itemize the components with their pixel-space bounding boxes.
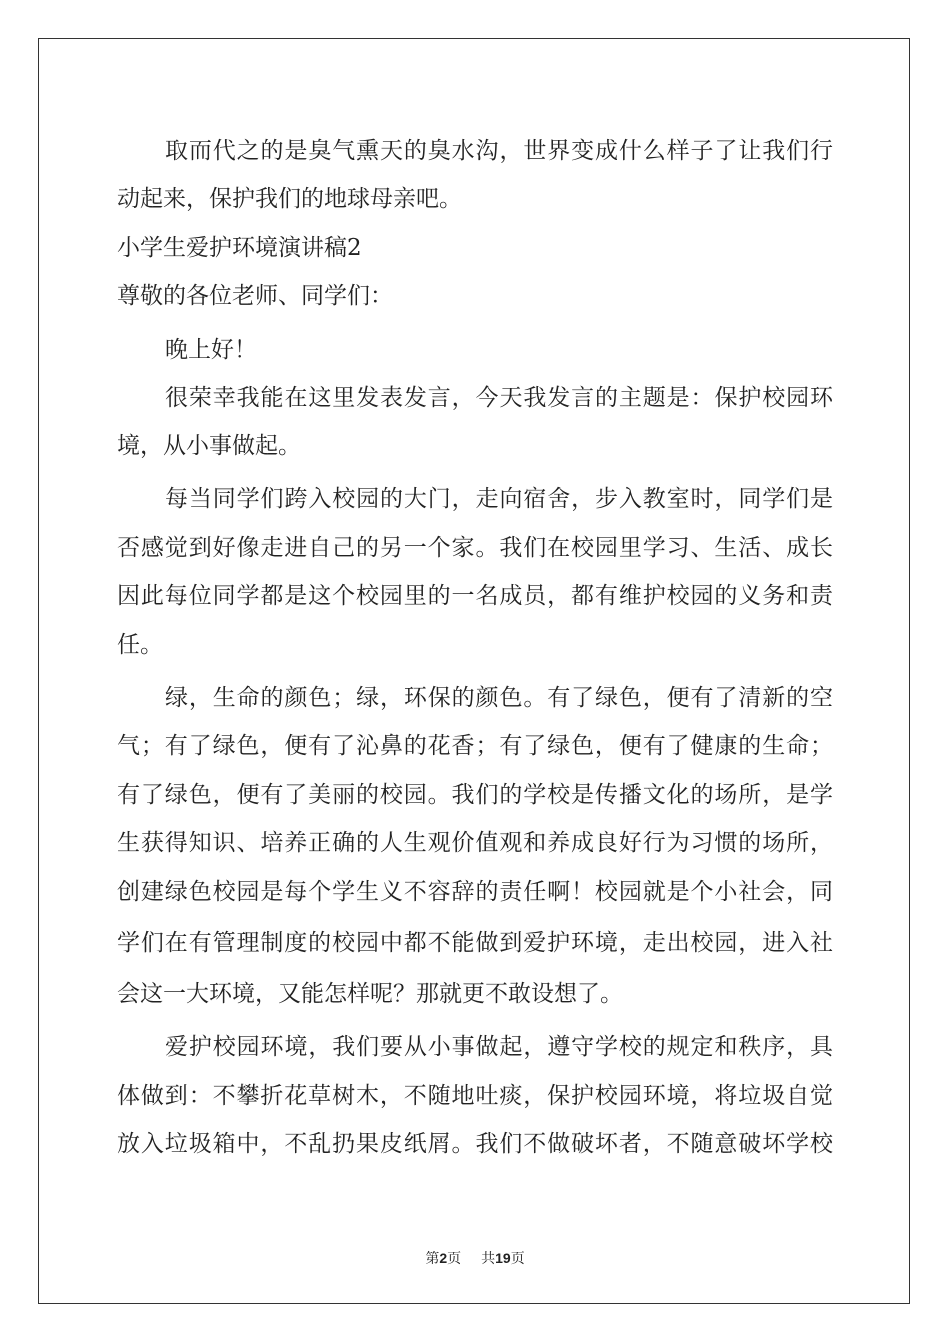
paragraph-line: 任。 (117, 632, 163, 658)
greeting: 晚上好！ (165, 337, 257, 363)
page-number: 2 (439, 1250, 448, 1266)
page-footer (0, 1248, 950, 1268)
paragraph-line: 取而代之的是臭气熏天的臭水沟，世界变成什么样子了让我们行 (165, 138, 833, 164)
paragraph-line: 有了绿色，便有了美丽的校园。我们的学校是传播文化的场所，是学 (117, 782, 833, 808)
paragraph-line: 否感觉到好像走进自己的另一个家。我们在校园里学习、生活、成长 (117, 535, 833, 561)
paragraph-line: 每当同学们跨入校园的大门，走向宿舍，步入教室时，同学们是 (165, 486, 833, 512)
paragraph-line: 动起来，保护我们的地球母亲吧。 (117, 186, 462, 212)
total-prefix: 共 (481, 1251, 496, 1267)
paragraph-line: 生获得知识、培养正确的人生观价值观和养成良好行为习惯的场所， (117, 830, 833, 856)
paragraph-line: 创建绿色校园是每个学生义不容辞的责任啊！校园就是个小社会，同 (117, 879, 833, 905)
page-prefix: 第 (425, 1251, 440, 1267)
page-frame (38, 38, 910, 1304)
paragraph-line: 气；有了绿色，便有了沁鼻的花香；有了绿色，便有了健康的生命； (117, 733, 833, 759)
paragraph-line: 放入垃圾箱中，不乱扔果皮纸屑。我们不做破坏者，不随意破坏学校 (117, 1131, 833, 1157)
paragraph-line: 体做到：不攀折花草树木，不随地吐痰，保护校园环境，将垃圾自觉 (117, 1083, 833, 1109)
salutation: 尊敬的各位老师、同学们： (117, 283, 393, 309)
paragraph-line: 会这一大环境，又能怎样呢？那就更不敢设想了。 (117, 981, 623, 1007)
section-title: 小学生爱护环境演讲稿2 (117, 235, 362, 261)
paragraph-line: 境，从小事做起。 (117, 433, 301, 459)
paragraph-line: 学们在有管理制度的校园中都不能做到爱护环境，走出校园，进入社 (117, 930, 833, 956)
total-suffix: 页 (510, 1251, 525, 1267)
page-suffix: 页 (447, 1251, 462, 1267)
paragraph-line: 爱护校园环境，我们要从小事做起，遵守学校的规定和秩序，具 (165, 1034, 833, 1060)
paragraph-line: 绿，生命的颜色；绿，环保的颜色。有了绿色，便有了清新的空 (165, 685, 833, 711)
paragraph-line: 很荣幸我能在这里发表发言，今天我发言的主题是：保护校园环 (165, 385, 833, 411)
total-pages: 19 (495, 1250, 511, 1266)
paragraph-line: 因此每位同学都是这个校园里的一名成员，都有维护校园的义务和责 (117, 583, 833, 609)
